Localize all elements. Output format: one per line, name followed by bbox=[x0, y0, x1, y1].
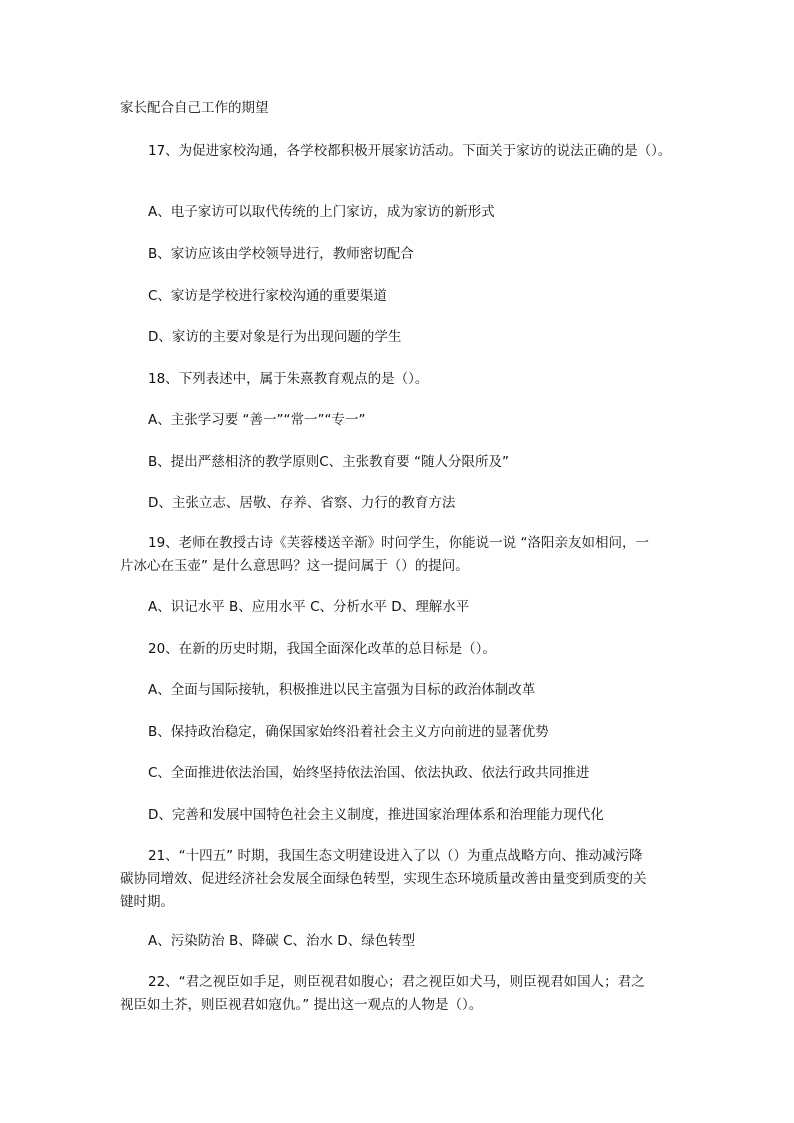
question-19-stem: 19、老师在教授古诗《芙蓉楼送辛渐》时问学生，你能说一说 “洛阳亲友如相问，一片冰心在玉壶” 是什么意思吗？这一提问属于（）的提问。 bbox=[120, 535, 649, 574]
question-17-stem: 17、为促进家校沟通，各学校都积极开展家访活动。下面关于家访的说法正确的是（）。 bbox=[148, 143, 672, 159]
question-20-option-b: B、保持政治稳定，确保国家始终沿着社会主义方向前进的显著优势 bbox=[148, 724, 549, 740]
question-17-option-c: C、家访是学校进行家校沟通的重要渠道 bbox=[148, 288, 387, 304]
question-22-stem: 22、“君之视臣如手足，则臣视君如腹心；君之视臣如犬马，则臣视君如国人；君之视臣如土芥，则臣视君如寇仇。” 提出这一观点的人物是（）。 bbox=[120, 974, 645, 1013]
question-21-options: A、污染防治 B、降碳 C、治水 D、绿色转型 bbox=[148, 933, 416, 949]
question-20-option-c: C、全面推进依法治国，始终坚持依法治国、依法执政、依法行政共同推进 bbox=[148, 765, 590, 781]
section-heading: 家长配合自己工作的期望 bbox=[120, 100, 269, 116]
question-20-option-d: D、完善和发展中国特色社会主义制度，推进国家治理体系和治理能力现代化 bbox=[148, 807, 604, 823]
question-17-option-d: D、家访的主要对象是行为出现问题的学生 bbox=[148, 329, 402, 345]
question-20-stem: 20、在新的历史时期，我国全面深化改革的总目标是（）。 bbox=[148, 641, 496, 657]
question-18-option-a: A、主张学习要 “善一”“常一”“专一” bbox=[148, 412, 366, 428]
question-17-option-a: A、电子家访可以取代传统的上门家访，成为家访的新形式 bbox=[148, 204, 495, 220]
question-17-option-b: B、家访应该由学校领导进行，教师密切配合 bbox=[148, 246, 414, 262]
question-18-option-d: D、主张立志、居敬、存养、省察、力行的教育方法 bbox=[148, 495, 456, 511]
question-20-option-a: A、全面与国际接轨，积极推进以民主富强为目标的政治体制改革 bbox=[148, 682, 536, 698]
question-21-stem: 21、“十四五” 时期，我国生态文明建设进入了以（）为重点战略方向、推动减污降碳协同增效、促进经济社会发展全面绿色转型，实现生态环境质量改善由量变到质变的关键时期。 bbox=[120, 848, 647, 910]
question-19-options: A、识记水平 B、应用水平 C、分析水平 D、理解水平 bbox=[148, 599, 470, 615]
question-18-option-bc: B、提出严慈相济的教学原则C、主张教育要 “随人分限所及” bbox=[148, 454, 509, 470]
question-18-stem: 18、下列表述中，属于朱熹教育观点的是（）。 bbox=[148, 371, 429, 387]
